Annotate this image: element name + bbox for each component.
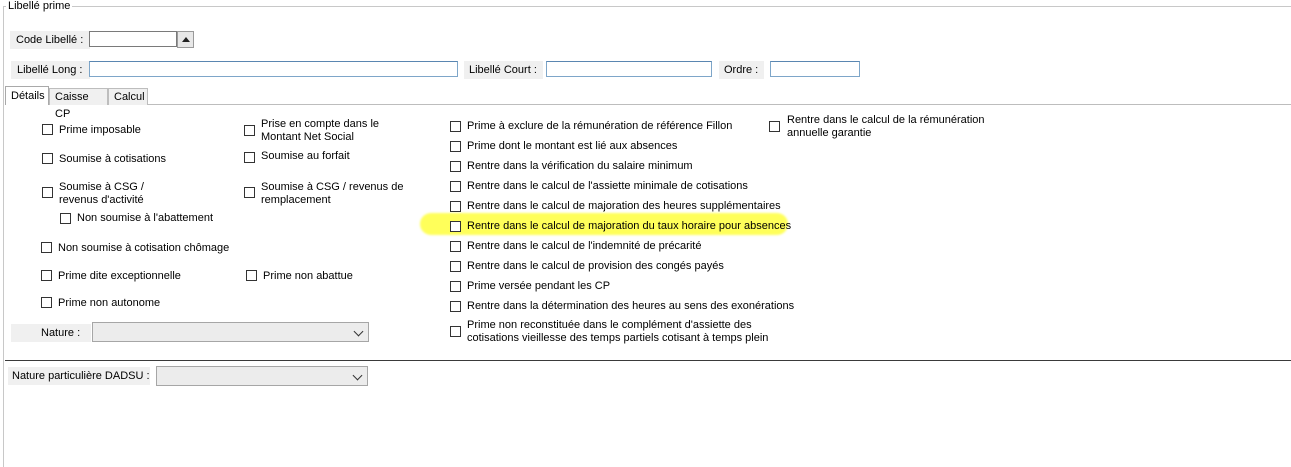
checkbox-label: Rentre dans le calcul de l'assiette minimale de cotisations (467, 180, 748, 192)
checkbox-label: Rentre dans le calcul de majoration du taux horaire pour absences (467, 220, 792, 232)
checkbox-label: Prime à exclure de la rémunération de référence Fillon (467, 120, 733, 132)
checkbox-label: Prime non reconstituée dans le complément d'assiette des cotisations vieillesse des temps partiels cotisant à temps plein (467, 319, 769, 344)
checkbox-label: Prime dite exceptionnelle (58, 270, 181, 282)
chevron-down-icon (353, 371, 363, 381)
heures-exonerations-checkbox[interactable] (450, 301, 461, 312)
tab-details[interactable]: Détails (5, 86, 49, 105)
verification-salaire-minimum-checkbox[interactable] (450, 161, 461, 172)
assiette-minimale-checkbox[interactable] (450, 181, 461, 192)
soumise-csg-activite-checkbox[interactable] (42, 187, 53, 198)
prime-non-reconstituee-checkbox[interactable] (450, 326, 461, 337)
checkbox-label: Rentre dans la détermination des heures au sens des exonérations (467, 300, 795, 312)
indemnite-precarite-checkbox[interactable] (450, 241, 461, 252)
nature-dadsu-label: Nature particulière DADSU : (8, 367, 150, 385)
prime-non-abattue-checkbox[interactable] (246, 270, 257, 281)
tab-panel-border (5, 104, 1291, 105)
prime-versee-cp-checkbox[interactable] (450, 281, 461, 292)
montant-net-social-checkbox[interactable] (244, 125, 255, 136)
checkbox-label: Non soumise à l'abattement (77, 212, 214, 224)
soumise-csg-remplacement-checkbox[interactable] (244, 187, 255, 198)
provision-conges-checkbox[interactable] (450, 261, 461, 272)
chevron-down-icon (354, 327, 364, 337)
nature-dadsu-select[interactable] (156, 366, 368, 386)
checkbox-label: Rentre dans le calcul de l'indemnité de précarité (467, 240, 702, 252)
checkbox-label: Prime non autonome (58, 297, 161, 309)
non-soumise-abattement-checkbox[interactable] (60, 213, 71, 224)
majoration-heures-sup-checkbox[interactable] (450, 201, 461, 212)
libelle-long-label: Libellé Long : (11, 61, 90, 79)
nature-label: Nature : (11, 324, 91, 342)
libelle-court-input[interactable] (546, 61, 712, 77)
tab-calcul[interactable]: Calcul (108, 88, 148, 105)
libelle-long-input[interactable] (89, 61, 458, 77)
code-libelle-label: Code Libellé : (10, 31, 90, 49)
checkbox-label: Prime imposable (59, 124, 141, 136)
checkbox-label: Soumise à CSG / revenus d'activité (59, 181, 144, 206)
checkbox-label: Prime non abattue (263, 270, 353, 282)
prime-imposable-checkbox[interactable] (42, 124, 53, 135)
code-libelle-input[interactable] (89, 31, 177, 47)
montant-lie-absences-checkbox[interactable] (450, 141, 461, 152)
ordre-label: Ordre : (719, 61, 764, 79)
checkbox-label: Prise en compte dans le Montant Net Social (261, 118, 380, 143)
ordre-input[interactable] (770, 61, 860, 77)
soumise-cotisations-checkbox[interactable] (42, 153, 53, 164)
section-divider (5, 360, 1291, 361)
exclure-fillon-checkbox[interactable] (450, 121, 461, 132)
code-libelle-spin-button[interactable] (177, 31, 194, 48)
nature-select[interactable] (92, 322, 369, 342)
arrow-up-icon (182, 37, 190, 42)
checkbox-label: Rentre dans le calcul de la rémunération annuelle garantie (787, 114, 985, 139)
checkbox-label: Soumise à CSG / revenus de remplacement (261, 181, 404, 206)
checkbox-label: Soumise à cotisations (59, 153, 166, 165)
checkbox-label: Rentre dans la vérification du salaire minimum (467, 160, 693, 172)
soumise-forfait-checkbox[interactable] (244, 152, 255, 163)
checkbox-label: Rentre dans le calcul de provision des congés payés (467, 260, 724, 272)
libelle-court-label: Libellé Court : (464, 61, 543, 79)
checkbox-label: Prime dont le montant est lié aux absences (467, 140, 678, 152)
majoration-taux-horaire-checkbox[interactable] (450, 221, 461, 232)
checkbox-label: Non soumise à cotisation chômage (58, 242, 230, 254)
non-soumise-chomage-checkbox[interactable] (41, 242, 52, 253)
checkbox-label: Soumise au forfait (261, 150, 350, 162)
checkbox-label: Prime versée pendant les CP (467, 280, 611, 292)
checkbox-label: Rentre dans le calcul de majoration des heures supplémentaires (467, 200, 781, 212)
prime-non-autonome-checkbox[interactable] (41, 297, 52, 308)
prime-exceptionnelle-checkbox[interactable] (41, 270, 52, 281)
remuneration-annuelle-garantie-checkbox[interactable] (769, 121, 780, 132)
group-title: Libellé prime (8, 0, 71, 12)
tab-caisse-cp[interactable]: Caisse CP (49, 88, 108, 105)
